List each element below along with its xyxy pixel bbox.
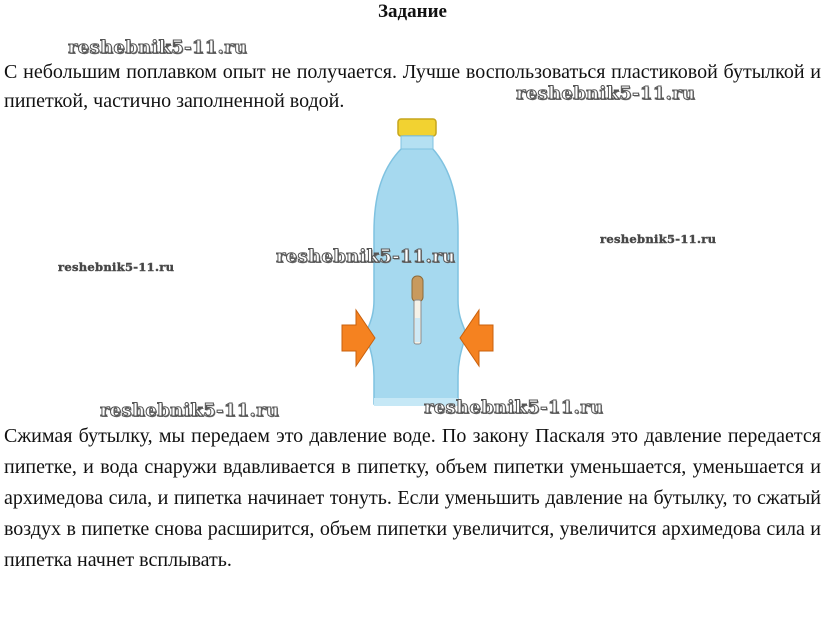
watermark: reshebnik5-11.ru [100, 400, 280, 421]
watermark: reshebnik5-11.ru [516, 83, 696, 104]
watermark: reshebnik5-11.ru [68, 37, 248, 58]
watermark: reshebnik5-11.ru [58, 260, 175, 274]
bottle-body [366, 136, 466, 404]
bottle-cap [398, 119, 436, 136]
intro-paragraph: С небольшим поплавком опыт не получается. Лучше воспользоваться пластиковой бутылкой и пипеткой, частично заполненной водой. [4, 61, 821, 112]
explanation-paragraph: Сжимая бутылку, мы передаем это давление воде. По закону Паскаля это давление передается пипетке, и вода снаружи вдавливается в пипетку, объем пипетки уменьшается, уменьшается и архимедова сила, и пипетка начинает тонуть. Если уменьшить давление на бутылку, то сжатый воздух в пипетке снова расширится, объем пипетки увеличится, увеличится архимедова сила и пипетка начнет всплывать. [4, 425, 821, 571]
watermark: reshebnik5-11.ru [276, 246, 456, 267]
left-pressure-arrow [342, 310, 375, 366]
watermark: reshebnik5-11.ru [424, 397, 604, 418]
pipette [412, 276, 423, 344]
right-pressure-arrow [460, 310, 493, 366]
bottle-neck [401, 136, 433, 149]
task-title: Задание [378, 1, 447, 22]
watermark: reshebnik5-11.ru [600, 232, 717, 246]
